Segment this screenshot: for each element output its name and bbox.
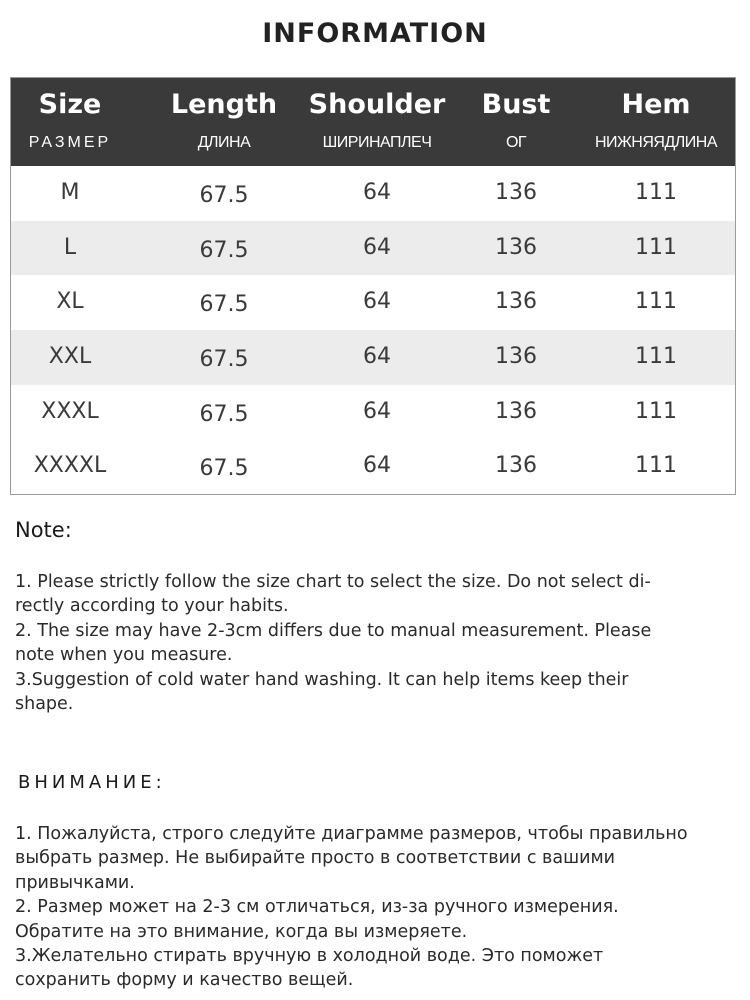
ru-note-line: привычками. — [15, 872, 135, 893]
cell-bust: 136 — [495, 234, 537, 260]
note-line: 3.Suggestion of cold water hand washing. It can help items keep their — [15, 669, 629, 690]
header-bust — [457, 78, 575, 166]
header-bust-label: Bust — [481, 89, 551, 120]
cell-size: L — [63, 234, 77, 260]
header-size-label-ru: РАЗМЕР — [28, 134, 112, 151]
cell-bust: 136 — [495, 344, 537, 370]
header-length-label-ru: ДЛИНА — [197, 134, 251, 151]
cell-hem: 111 — [635, 234, 677, 260]
table-row — [11, 330, 735, 385]
cell-size: XXXL — [41, 398, 99, 424]
header-hem-label: Hem — [621, 89, 691, 120]
ru-note-line: 2. Размер может на 2-3 см отличаться, из-за ручного измерения. — [15, 897, 619, 918]
ru-note-line: сохранить форму и качество вещей. — [15, 970, 354, 991]
cell-bust: 136 — [495, 398, 537, 424]
ru-note-line: Обратите на это внимание, когда вы измеряете. — [15, 921, 468, 942]
table-row — [11, 221, 735, 276]
cell-length: 67.5 — [199, 183, 249, 208]
cell-hem: 111 — [635, 180, 677, 205]
ru-note-body — [15, 822, 725, 993]
cell-shoulder: 64 — [363, 180, 391, 205]
cell-hem: 111 — [635, 289, 677, 315]
header-shoulder — [301, 78, 453, 166]
header-hem-label-ru: НИЖНЯЯДЛИНА — [594, 134, 718, 151]
note-body — [15, 570, 725, 716]
header-shoulder-label-ru: ШИРИНАПЛЕЧ — [322, 134, 432, 151]
cell-size: XXXXL — [33, 453, 107, 479]
table-row — [11, 166, 735, 221]
cell-hem: 111 — [635, 398, 677, 424]
header-length-label: Length — [170, 89, 278, 120]
note-line: shape. — [15, 694, 74, 715]
cell-length: 67.5 — [199, 292, 249, 318]
cell-shoulder: 64 — [363, 289, 391, 315]
cell-length: 67.5 — [199, 456, 249, 482]
note-line: 1. Please strictly follow the size chart to select the size. Do not select di- — [15, 572, 651, 592]
header-size — [11, 78, 129, 166]
table-row — [11, 275, 735, 330]
cell-hem: 111 — [635, 344, 677, 370]
cell-shoulder: 64 — [363, 398, 391, 424]
note-line: note when you measure. — [15, 645, 233, 666]
cell-bust: 136 — [495, 289, 537, 315]
header-shoulder-label: Shoulder — [308, 89, 446, 120]
header-size-label: Size — [38, 89, 102, 120]
size-chart-table — [10, 77, 736, 495]
table-header — [11, 78, 735, 166]
cell-bust: 136 — [495, 180, 537, 205]
cell-bust: 136 — [495, 453, 537, 479]
cell-size: XL — [56, 289, 84, 315]
header-hem — [577, 78, 735, 166]
ru-note-line: 3.Желательно стирать вручную в холодной воде. Это поможет — [15, 946, 604, 967]
ru-note-heading: ВНИМАНИЕ: — [18, 772, 166, 793]
cell-shoulder: 64 — [363, 453, 391, 479]
note-line: 2. The size may have 2-3cm differs due to manual measurement. Please — [15, 620, 652, 641]
cell-length: 67.5 — [199, 347, 249, 373]
ru-note-line: выбрать размер. Не выбирайте просто в соответствии с вашими — [15, 848, 616, 869]
ru-note-line: 1. Пожалуйста, строго следуйте диаграмме размеров, чтобы правильно — [15, 824, 688, 844]
cell-length: 67.5 — [199, 401, 249, 427]
cell-shoulder: 64 — [363, 234, 391, 260]
page-title: INFORMATION — [262, 18, 488, 49]
cell-length: 67.5 — [199, 237, 249, 263]
note-heading: Note: — [15, 518, 72, 542]
cell-size: M — [60, 180, 80, 205]
header-bust-label-ru: ОГ — [505, 134, 527, 151]
cell-size: XXL — [48, 344, 92, 370]
note-line: rectly according to your habits. — [15, 596, 289, 617]
cell-hem: 111 — [635, 453, 677, 479]
cell-shoulder: 64 — [363, 344, 391, 370]
table-row — [11, 439, 735, 494]
table-row — [11, 385, 735, 440]
header-length — [149, 78, 299, 166]
